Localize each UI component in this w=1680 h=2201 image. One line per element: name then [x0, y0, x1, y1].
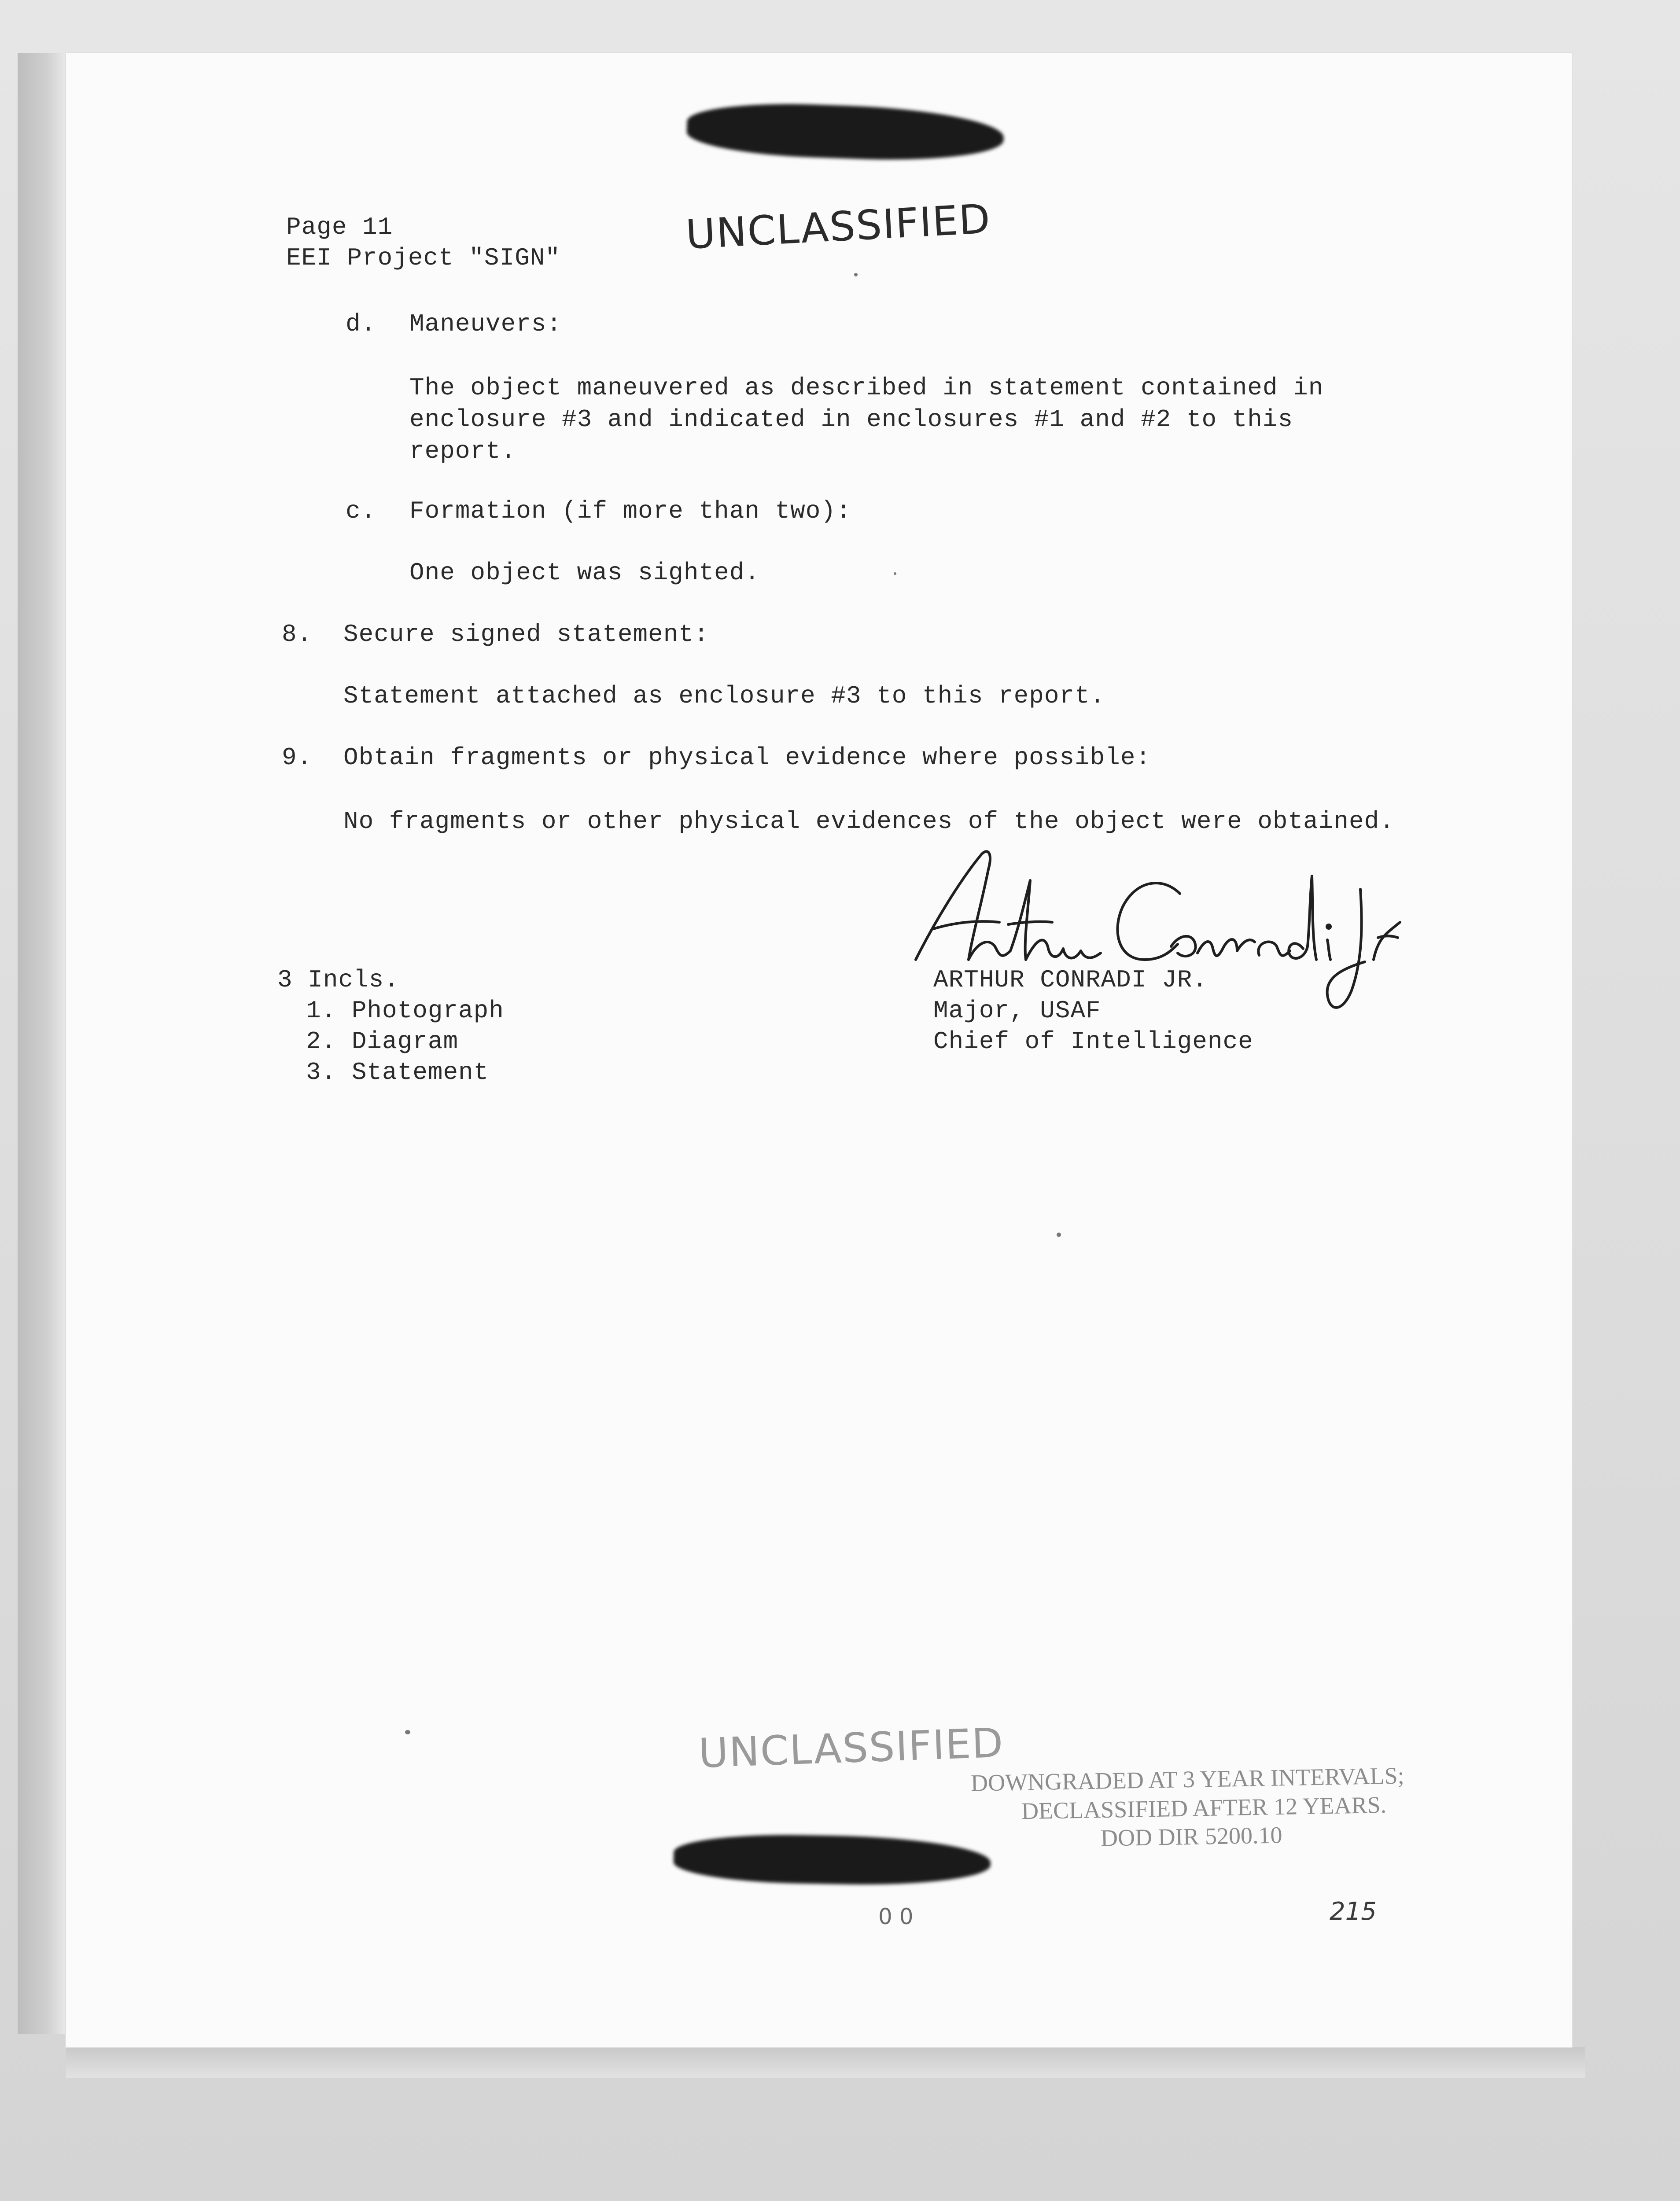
scan-speck	[405, 1730, 410, 1734]
signatory-rank: Major, USAF	[933, 997, 1101, 1025]
downgrade-notice-line-2: DECLASSIFIED AFTER 12 YEARS.	[1021, 1791, 1387, 1825]
formation-body: One object was sighted.	[409, 559, 760, 587]
scan-speck	[894, 572, 896, 575]
maneuvers-letter: d.	[346, 310, 376, 338]
item-9-body: No fragments or other physical evidences of the object were obtained.	[343, 807, 1395, 835]
project-title: EEI Project "SIGN"	[286, 244, 560, 272]
downgrade-notice-line-1: DOWNGRADED AT 3 YEAR INTERVALS;	[970, 1762, 1405, 1796]
formation-letter: c.	[346, 497, 376, 525]
enclosure-item-3: 3. Statement	[306, 1058, 489, 1086]
classification-stamp-bottom: UNCLASSIFIED	[698, 1719, 1005, 1777]
maneuvers-heading: Maneuvers:	[409, 310, 562, 338]
enclosures-title: 3 Incls.	[277, 966, 399, 994]
item-8-heading: Secure signed statement:	[343, 620, 709, 648]
signatory-title: Chief of Intelligence	[933, 1027, 1253, 1056]
item-8-number: 8.	[282, 620, 313, 648]
enclosure-item-2: 2. Diagram	[306, 1027, 459, 1056]
item-9-number: 9.	[282, 743, 313, 772]
maneuvers-body-line-1: The object maneuvered as described in statement contained in	[409, 374, 1324, 402]
maneuvers-body-line-2: enclosure #3 and indicated in enclosures #1 and #2 to this	[409, 405, 1293, 434]
page-number: Page 11	[286, 213, 393, 241]
downgrade-notice-line-3: DOD DIR 5200.10	[1100, 1822, 1282, 1851]
maneuvers-body-line-3: report.	[409, 437, 516, 465]
classification-stamp-top: UNCLASSIFIED	[685, 195, 992, 258]
item-8-body: Statement attached as enclosure #3 to this report.	[343, 682, 1105, 710]
scan-speck	[1057, 1233, 1061, 1237]
page-mark-right: 215	[1330, 1897, 1377, 1926]
item-9-heading: Obtain fragments or physical evidence where possible:	[343, 743, 1151, 772]
scan-bottom-shadow	[66, 2047, 1585, 2078]
scan-speck	[854, 273, 858, 276]
enclosure-item-1: 1. Photograph	[306, 997, 504, 1025]
signatory-name: ARTHUR CONRADI JR.	[933, 966, 1208, 994]
page-mark-left: 0 0	[878, 1904, 914, 1929]
formation-heading: Formation (if more than two):	[409, 497, 851, 525]
scan-left-shadow	[18, 53, 66, 2034]
